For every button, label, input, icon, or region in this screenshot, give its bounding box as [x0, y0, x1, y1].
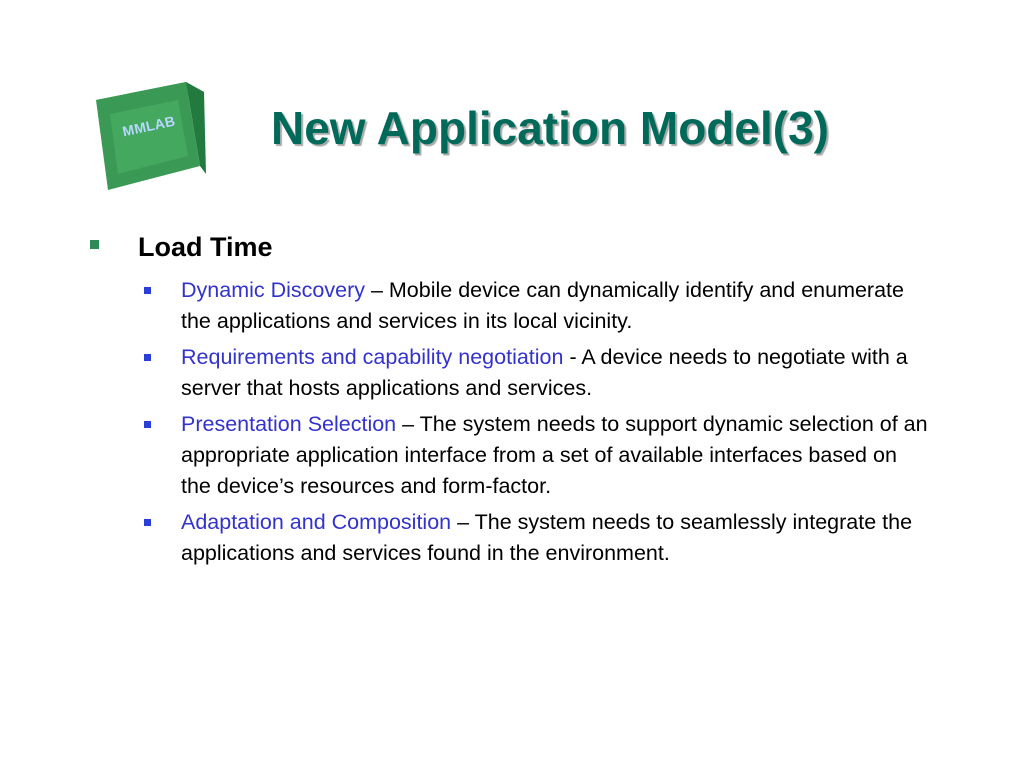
- square-bullet-icon: [144, 421, 151, 428]
- item-separator: -: [563, 345, 582, 369]
- item-description: The system needs to seamlessly integrate the applications and services found in the environment.: [181, 510, 913, 565]
- square-bullet-icon: [144, 519, 151, 526]
- mmlab-logo-cube: [94, 80, 206, 194]
- list-item: [134, 507, 928, 569]
- item-term: Presentation Selection: [181, 412, 397, 436]
- item-description: A device needs to negotiate with a server that hosts applications and services.: [181, 345, 908, 400]
- square-bullet-icon: [144, 354, 151, 361]
- slide-content: [88, 227, 928, 574]
- square-bullet-icon: [144, 287, 151, 294]
- section-load-time: [88, 227, 928, 267]
- page-title: New Application Model(3): [271, 102, 829, 154]
- list-item: [134, 275, 928, 337]
- item-description: The system needs to support dynamic selection of an appropriate application interface from a set of available interfaces based on the device’s resources and form-factor.: [181, 412, 928, 498]
- item-separator: –: [451, 510, 475, 534]
- list-item: [134, 409, 928, 502]
- item-term: Adaptation and Composition: [181, 510, 452, 534]
- list-item: [134, 342, 928, 404]
- sub-bullet-list: [88, 275, 928, 569]
- item-separator: –: [364, 278, 389, 302]
- item-term: Requirements and capability negotiation: [181, 345, 564, 369]
- logo-text: MMLAB: [120, 112, 177, 140]
- item-term: Dynamic Discovery: [181, 278, 365, 302]
- section-heading: Load Time: [138, 232, 273, 262]
- item-description: Mobile device can dynamically identify and enumerate the applications and services in its local vicinity.: [181, 278, 904, 333]
- square-bullet-icon: [90, 240, 99, 249]
- item-separator: –: [396, 412, 420, 436]
